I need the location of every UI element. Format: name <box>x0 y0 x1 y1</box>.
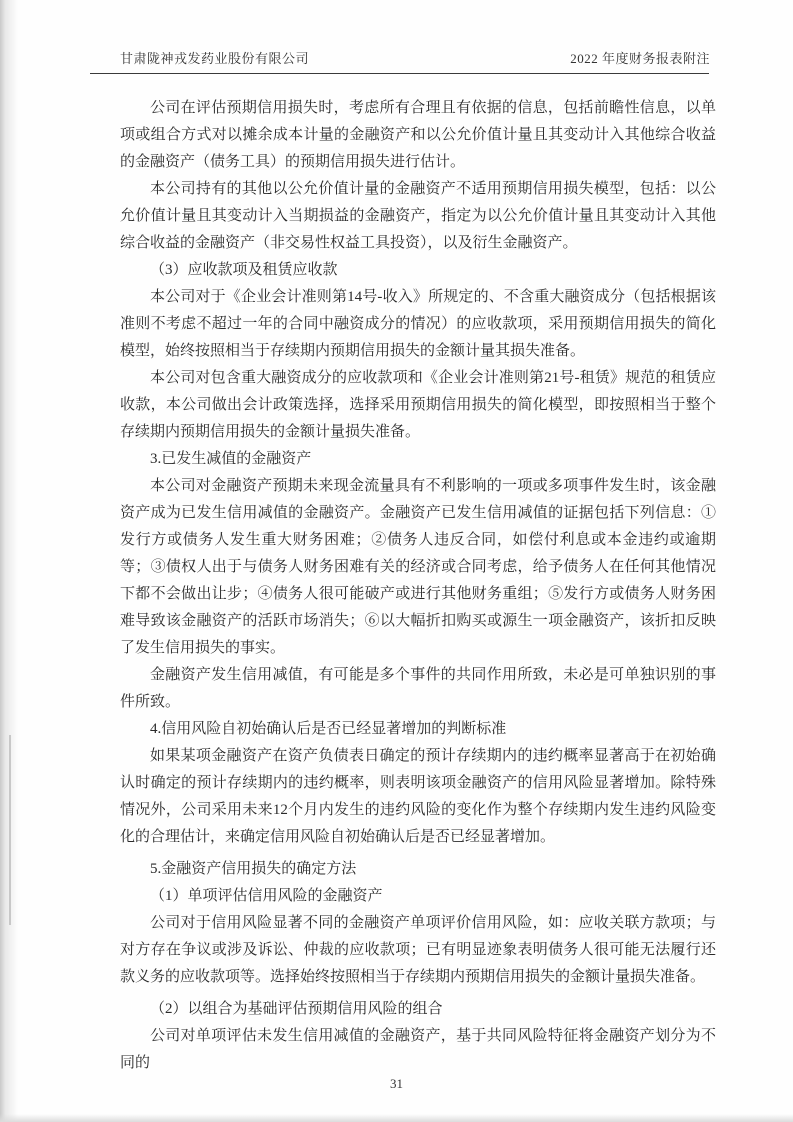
header-rule <box>90 73 709 74</box>
page-header <box>120 48 710 67</box>
section-heading: （3）应收款项及租赁应收款 <box>150 262 338 278</box>
body-paragraph: 本公司持有的其他以公允价值计量的金融资产不适用预期信用损失模型，包括：以公允价值计量且其变动计入当期损益的金融资产，指定为以公允价值计量且其变动计入其他综合收益的金融资产（非交易性权益工具投资），以及衍生金融资产。 <box>120 181 716 251</box>
body-paragraph: 本公司对包含重大融资成分的应收款项和《企业会计准则第21号-租赁》规范的租赁应收款，本公司做出会计政策选择，选择采用预期信用损失的简化模型，即按照相当于整个存续期内预期信用损失的金额计量损失准备。 <box>120 370 716 440</box>
body-paragraph: 公司对单项评估未发生信用减值的金融资产，基于共同风险特征将金融资产划分为不同的 <box>120 1028 716 1071</box>
section-heading: 3.已发生减值的金融资产 <box>150 451 312 467</box>
document-title: 2022 年度财务报表附注 <box>570 51 710 66</box>
body-paragraph: 金融资产发生信用减值，有可能是多个事件的共同作用所致，未必是可单独识别的事件所致。 <box>120 667 716 710</box>
page-footer <box>0 1076 793 1092</box>
section-heading: 5.金融资产信用损失的确定方法 <box>150 861 357 877</box>
body-paragraph: 公司在评估预期信用损失时，考虑所有合理且有依据的信息，包括前瞻性信息，以单项或组合方式对以摊余成本计量的金融资产和以公允价值计量且其变动计入其他综合收益的金融资产（债务工具）的预期信用损失进行估计。 <box>120 100 716 170</box>
scan-artifact-line <box>9 735 11 925</box>
section-heading: （1）单项评估信用风险的金融资产 <box>150 888 383 904</box>
body-paragraph: 本公司对金融资产预期未来现金流量具有不利影响的一项或多项事件发生时，该金融资产成为已发生信用减值的金融资产。金融资产已发生信用减值的证据包括下列信息：①发行方或债务人发生重大财务困难；②债务人违反合同，如偿付利息或本金违约或逾期等；③债权人出于与债务人财务困难有关的经济或合同考虑，给予债务人在任何其他情况下都不会做出让步；④债务人很可能破产或进行其他财务重组；⑤发行方或债务人财务困难导致该金融资产的活跃市场消失；⑥以大幅折扣购买或源生一项金融资产，该折扣反映了发生信用损失的事实。 <box>120 478 716 656</box>
body-paragraph: 公司对于信用风险显著不同的金融资产单项评价信用风险，如：应收关联方款项；与对方存在争议或涉及诉讼、仲裁的应收款项；已有明显迹象表明债务人很可能无法履行还款义务的应收款项等。选择始终按照相当于存续期内预期信用损失的金额计量损失准备。 <box>120 915 716 985</box>
body-paragraph: 本公司对于《企业会计准则第14号-收入》所规定的、不含重大融资成分（包括根据该准则不考虑不超过一年的合同中融资成分的情况）的应收款项，采用预期信用损失的简化模型，始终按照相当于存续期内预期信用损失的金额计量其损失准备。 <box>120 289 716 359</box>
page-number: 31 <box>390 1076 403 1091</box>
body-paragraph: 如果某项金融资产在资产负债表日确定的预计存续期内的违约概率显著高于在初始确认时确定的预计存续期内的违约概率，则表明该项金融资产的信用风险显著增加。除特殊情况外，公司采用未来12个月内发生的违约风险的变化作为整个存续期内发生违约风险变化的合理估计，来确定信用风险自初始确认后是否已经显著增加。 <box>120 748 716 845</box>
document-body <box>120 95 716 1077</box>
section-heading: （2）以组合为基础评估预期信用风险的组合 <box>150 1001 443 1017</box>
scan-edge-shadow <box>0 0 18 1122</box>
scan-bottom-shadow <box>0 1114 793 1122</box>
section-heading: 4.信用风险自初始确认后是否已经显著增加的判断标准 <box>150 721 507 737</box>
company-name: 甘肃陇神戎发药业股份有限公司 <box>120 51 310 66</box>
